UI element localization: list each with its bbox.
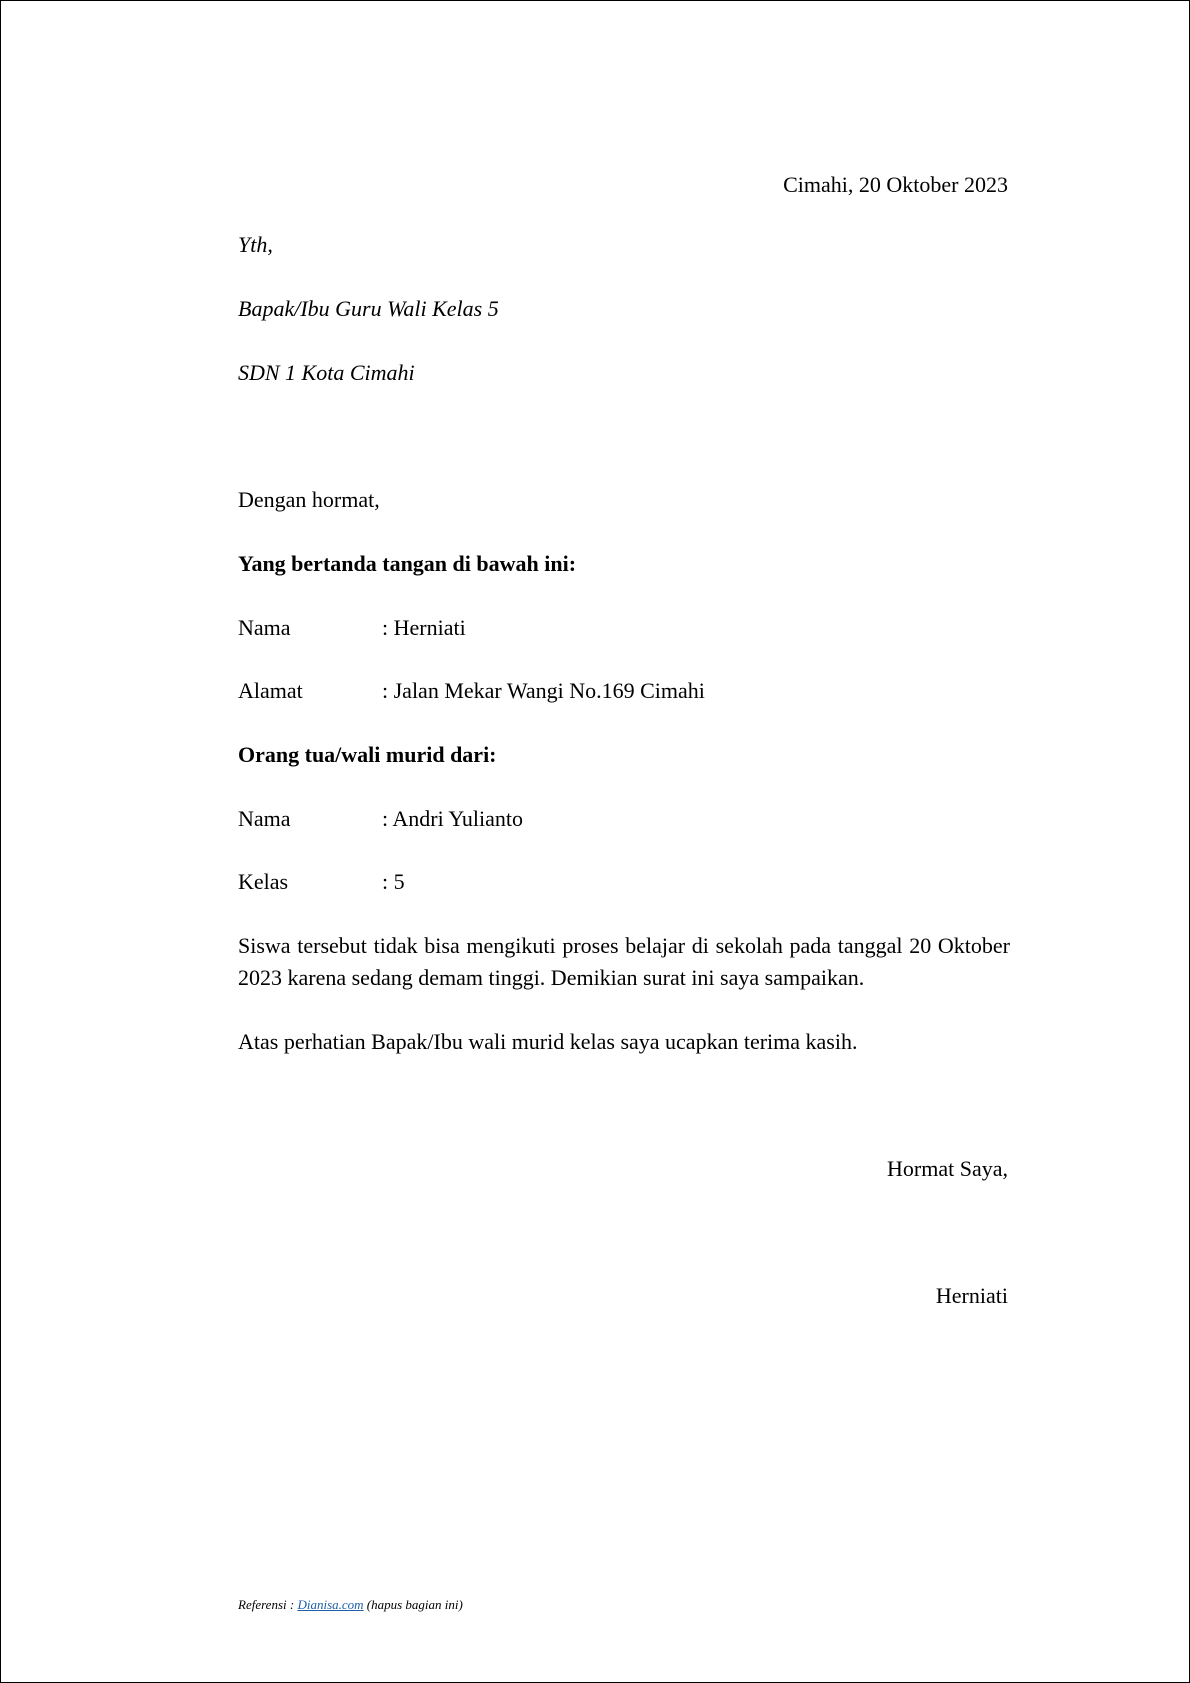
reference-footer: [238, 1597, 463, 1613]
body-paragraph: Siswa tersebut tidak bisa mengikuti proses belajar di sekolah pada tanggal 20 Oktober 2023 karena sedang demam tinggi. Demikian surat ini saya sampaikan.: [238, 933, 1010, 990]
student-class-value: : 5: [382, 869, 405, 894]
closing-paragraph: Atas perhatian Bapak/Ibu wali murid kelas saya ucapkan terima kasih.: [238, 1029, 858, 1054]
signer-heading: Yang bertanda tangan di bawah ini:: [238, 551, 577, 576]
student-heading: Orang tua/wali murid dari:: [238, 742, 497, 767]
signer-address-label: Alamat: [238, 678, 303, 703]
signer-name-label: Nama: [238, 615, 291, 640]
signer-address-value: : Jalan Mekar Wangi No.169 Cimahi: [382, 678, 705, 703]
signer-name-value: : Herniati: [382, 615, 466, 640]
salutation: Dengan hormat,: [238, 487, 380, 512]
reference-suffix: (hapus bagian ini): [363, 1597, 463, 1612]
student-name-value: : Andri Yulianto: [382, 806, 523, 831]
recipient-school: SDN 1 Kota Cimahi: [238, 360, 415, 385]
recipient-name: Bapak/Ibu Guru Wali Kelas 5: [238, 296, 499, 321]
student-name-label: Nama: [238, 806, 291, 831]
student-class-label: Kelas: [238, 869, 289, 894]
signature-name: Herniati: [935, 1283, 1008, 1308]
reference-prefix: Referensi :: [238, 1597, 298, 1612]
closing: Hormat Saya,: [887, 1156, 1008, 1181]
recipient-greeting: Yth,: [238, 232, 273, 257]
letter-date: Cimahi, 20 Oktober 2023: [783, 172, 1008, 197]
reference-link[interactable]: Dianisa.com: [297, 1597, 364, 1612]
